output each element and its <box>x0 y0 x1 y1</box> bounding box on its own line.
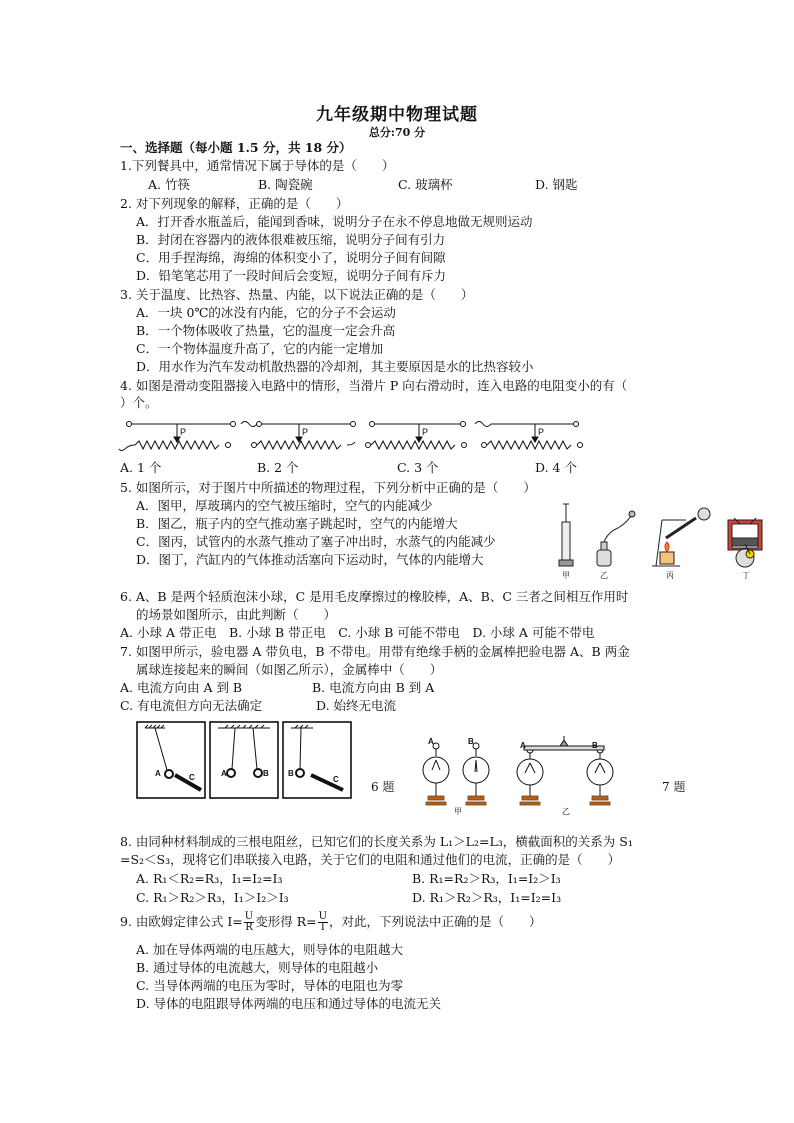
formula-r-fraction <box>318 912 328 933</box>
q2-option-d[interactable]: D．铅笔笔芯用了一段时间后会变短，说明分子间有斥力 <box>136 268 447 283</box>
q2-option-b[interactable]: B．封闭在容器内的液体很难被压缩，说明分子间有引力 <box>136 232 446 247</box>
q3-option-c[interactable]: C．一个物体温度升高了，它的内能一定增加 <box>136 341 384 356</box>
slider-label-4: P <box>538 427 545 437</box>
rheostat-diagram-2 <box>241 422 356 450</box>
q3-option-a[interactable]: A．一块 0℃的冰没有内能，它的分子不会运动 <box>136 305 396 320</box>
fig-label-jia: 甲 <box>562 571 570 580</box>
section-heading: 一、选择题（每小题 1.5 分，共 18 分） <box>120 140 352 155</box>
q4-stem-cont: ）个。 <box>120 395 158 410</box>
engine-cylinder <box>728 518 762 567</box>
q1-stem: 1.下列餐具中，通常情况下属于导体的是（ ） <box>120 158 395 173</box>
q9-option-d[interactable]: D. 导体的电阻跟导体两端的电压和通过导体的电流无关 <box>136 996 442 1011</box>
q9-stem-mid: 变形得 R= <box>255 914 317 929</box>
rheostat-diagram-3 <box>366 422 467 450</box>
rheostat-figures <box>115 413 595 455</box>
rod-label-c3: C <box>333 775 339 784</box>
q2-option-c[interactable]: C．用手捏海绵，海绵的体积变小了，说明分子间有间隙 <box>136 250 446 265</box>
fig-label-ding: 丁 <box>742 571 750 580</box>
q8-option-d[interactable]: D. R₁＞R₂＞R₃，I₁=I₂=I₃ <box>412 890 562 905</box>
q7-fig-label-jia: 甲 <box>454 807 462 816</box>
q7-fig-label-yi: 乙 <box>562 807 570 816</box>
q9-option-b[interactable]: B. 通过导体的电流越大，则导体的电阻越小 <box>136 960 379 975</box>
q3-option-b[interactable]: B．一个物体吸收了热量，它的温度一定会升高 <box>136 323 396 338</box>
compression-cylinder <box>559 504 573 566</box>
q4-option-c[interactable]: C. 3 个 <box>397 460 439 475</box>
q6-stem-cont: 的场景如图所示，由此判断（ ） <box>136 607 337 622</box>
electroscope-label-a2: A <box>520 741 526 750</box>
fig-label-bing: 丙 <box>666 571 674 580</box>
q7-option-a[interactable]: A. 电流方向由 A 到 B <box>120 680 243 695</box>
slider-label-3: P <box>422 427 429 437</box>
q4-option-a[interactable]: A. 1 个 <box>120 460 162 475</box>
slider-label-2: P <box>302 427 309 437</box>
q1-option-a[interactable]: A. 竹筷 <box>148 177 190 192</box>
ball-label-a1: A <box>155 769 161 778</box>
q8-stem: 8. 由同种材料制成的三根电阻丝，已知它们的长度关系为 L₁＞L₂=L₃，横截面积的关系为 S₁ <box>120 834 633 849</box>
q1-option-d[interactable]: D. 钢匙 <box>535 177 578 192</box>
q5-option-a[interactable]: A．图甲，厚玻璃内的空气被压缩时，空气的内能减少 <box>136 498 433 513</box>
q6-fig-caption: 6 题 <box>371 780 395 794</box>
q6-options[interactable]: A. 小球 A 带正电 B. 小球 B 带正电 C. 小球 B 可能不带电 D. 小球 A 可能不带电 <box>120 625 595 640</box>
q5-option-d[interactable]: D．图丁，汽缸内的气体推动活塞向下运动时，气体的内能增大 <box>136 552 484 567</box>
q9-stem-pre: 9. 由欧姆定律公式 I= <box>120 914 243 929</box>
q8-option-c[interactable]: C. R₁＞R₂＞R₃，I₁＞I₂＞I₃ <box>136 890 289 905</box>
ball-label-a2: A <box>221 769 227 778</box>
q5-option-c[interactable]: C．图丙，试管内的水蒸气推动了塞子冲出时，水蒸气的内能减少 <box>136 534 496 549</box>
q2-option-a[interactable]: A．打开香水瓶盖后，能闻到香味，说明分子在永不停息地做无规则运动 <box>136 214 533 229</box>
electroscope-label-b2: B <box>592 741 598 750</box>
q8-stem-cont: =S₂＜S₃，现将它们串联接入电路，关于它们的电阻和通过他们的电流，正确的是（ ） <box>120 852 621 867</box>
q7-option-d[interactable]: D. 始终无电流 <box>316 698 397 713</box>
q1-option-c[interactable]: C. 玻璃杯 <box>398 177 453 192</box>
electroscope-label-a1: A <box>428 737 434 746</box>
fig-label-yi: 乙 <box>600 571 608 580</box>
q7-figure <box>420 730 620 816</box>
q7-fig-caption: 7 题 <box>662 780 686 794</box>
formula-i-fraction <box>244 912 254 933</box>
slider-label-1: P <box>180 427 187 437</box>
q6-figure <box>135 720 355 802</box>
test-tube-steam <box>652 508 710 566</box>
q9-option-c[interactable]: C. 当导体两端的电压为零时，导体的电阻也为零 <box>136 978 404 993</box>
ball-label-b3: B <box>288 769 294 778</box>
q7-option-c[interactable]: C. 有电流但方向无法确定 <box>120 698 263 713</box>
rheostat-diagram-4 <box>475 422 583 450</box>
rod-label-c1: C <box>189 773 195 782</box>
frac1-numerator: U <box>244 911 254 922</box>
ball-label-b2: B <box>263 769 269 778</box>
q8-option-b[interactable]: B. R₁=R₂＞R₃，I₁=I₂＞I₃ <box>412 871 561 886</box>
q7-stem: 7. 如图甲所示，验电器 A 带负电，B 不带电。用带有绝缘手柄的金属棒把验电器 A、B 两金 <box>120 644 630 659</box>
q9-stem <box>120 911 542 933</box>
q1-option-b[interactable]: B. 陶瓷碗 <box>258 177 313 192</box>
q9-option-a[interactable]: A. 加在导体两端的电压越大，则导体的电阻越大 <box>136 942 403 957</box>
q8-option-a[interactable]: A. R₁＜R₂=R₃，I₁=I₂=I₃ <box>136 871 283 886</box>
q4-option-d[interactable]: D. 4 个 <box>535 460 577 475</box>
q3-stem: 3. 关于温度、比热容、热量、内能，以下说法正确的是（ ） <box>120 287 474 302</box>
q5-figures <box>556 500 778 582</box>
frac1-denominator: R <box>245 922 253 933</box>
page-title: 九年级期中物理试题 <box>316 105 478 125</box>
q2-stem: 2. 对下列现象的解释，正确的是（ ） <box>120 196 349 211</box>
frac2-numerator: U <box>318 911 328 922</box>
q9-stem-post: ，对此，下列说法中正确的是（ ） <box>329 914 542 929</box>
q4-option-b[interactable]: B. 2 个 <box>257 460 299 475</box>
frac2-denominator: I <box>320 922 325 933</box>
q7-stem-cont: 属球连接起来的瞬间（如图乙所示），金属棒中（ ） <box>136 662 443 677</box>
bottle-with-stopper <box>597 511 635 566</box>
q5-option-b[interactable]: B．图乙，瓶子内的空气推动塞子跳起时，空气的内能增大 <box>136 516 458 531</box>
q7-option-b[interactable]: B. 电流方向由 B 到 A <box>312 680 435 695</box>
q3-option-d[interactable]: D．用水作为汽车发动机散热器的冷却剂，其主要原因是水的比热容较小 <box>136 359 534 374</box>
q5-stem: 5. 如图所示，对于图片中所描述的物理过程，下列分析中正确的是（ ） <box>120 480 536 495</box>
total-score: 总分:70 分 <box>368 126 426 139</box>
rheostat-diagram-1 <box>119 422 236 451</box>
q4-stem: 4. 如图是滑动变阻器接入电路中的情形，当滑片 P 向右滑动时，连入电路的电阻变小的有（ <box>120 378 628 393</box>
electroscope-label-b1: B <box>468 737 474 746</box>
q6-stem: 6. A、B 是两个轻质泡沫小球，C 是用毛皮摩擦过的橡胶棒，A、B、C 三者之间相互作用时 <box>120 589 629 604</box>
